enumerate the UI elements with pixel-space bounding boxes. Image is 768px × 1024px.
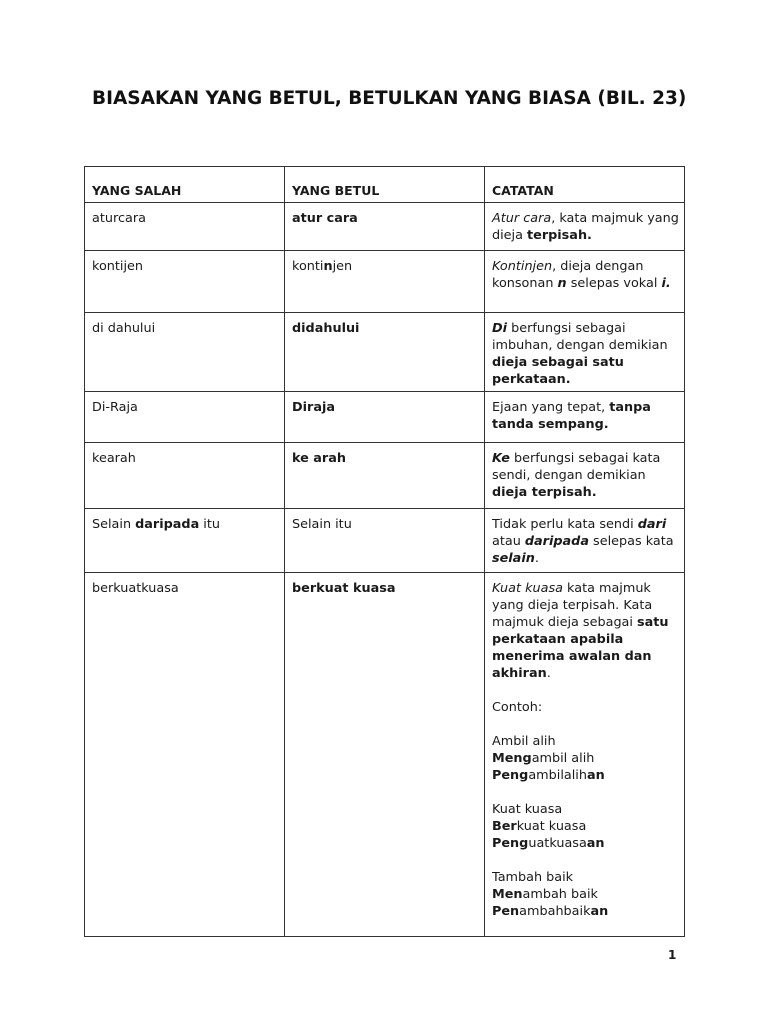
table-row — [85, 443, 685, 509]
text-segment: berkuatkuasa — [92, 581, 179, 596]
example-group — [492, 699, 680, 716]
text-segment: satu perkataan apabila menerima awalan dan akhiran — [492, 615, 669, 681]
page-title: BIASAKAN YANG BETUL, BETULKAN YANG BIASA (BIL. 23) — [92, 88, 687, 109]
table-row — [85, 573, 685, 937]
text-segment: Selain — [92, 517, 136, 532]
text-segment: Contoh: — [492, 700, 543, 715]
page-number: 1 — [668, 948, 677, 962]
text-segment: . — [546, 666, 551, 681]
cell-catatan — [485, 203, 685, 251]
text-segment: Kontinjen — [492, 259, 553, 274]
text-segment: , kata majmuk yang dieja — [492, 211, 679, 243]
example-line — [492, 801, 680, 818]
text-segment: Di-Raja — [92, 400, 138, 415]
text-segment: dieja sebagai satu perkataan. — [492, 355, 624, 387]
text-segment: kuat kuasa — [516, 819, 587, 834]
text-segment: an — [586, 836, 605, 851]
text-segment: kearah — [92, 451, 136, 466]
cell-catatan — [485, 509, 685, 573]
text-segment: Kuat kuasa — [492, 802, 563, 817]
example-line — [492, 750, 680, 767]
example-line — [492, 835, 680, 852]
catatan-text — [492, 258, 680, 292]
table-body — [85, 203, 685, 937]
text-segment: berfungsi sebagai imbuhan, dengan demikian — [492, 321, 668, 353]
catatan-text — [492, 580, 680, 682]
example-line — [492, 869, 680, 886]
text-segment: Atur cara — [492, 211, 552, 226]
text-segment: ambil alih — [531, 751, 595, 766]
table-header-row — [85, 167, 685, 203]
cell-yang-salah — [85, 573, 285, 937]
text-segment: Men — [492, 887, 523, 902]
text-segment: berfungsi sebagai kata sendi, dengan demikian — [492, 451, 661, 483]
cell-catatan — [485, 313, 685, 392]
catatan-text — [492, 399, 680, 433]
example-group — [492, 733, 680, 784]
text-segment: Kuat kuasa — [492, 581, 563, 596]
cell-yang-betul — [285, 509, 485, 573]
table-row — [85, 509, 685, 573]
catatan-text — [492, 450, 680, 501]
example-line — [492, 767, 680, 784]
text-segment: i. — [661, 276, 671, 291]
catatan-text — [492, 516, 680, 567]
text-segment: Pen — [492, 904, 520, 919]
cell-yang-betul — [285, 203, 485, 251]
catatan-text — [492, 320, 680, 388]
text-segment: Ejaan yang tepat, — [492, 400, 610, 415]
cell-yang-betul — [285, 313, 485, 392]
text-segment: ambah baik — [522, 887, 598, 902]
table-row — [85, 251, 685, 313]
text-segment: dari — [637, 517, 667, 532]
text-segment: berkuat kuasa — [292, 581, 396, 596]
text-segment: Ber — [492, 819, 517, 834]
text-segment: daripada — [524, 534, 589, 549]
text-segment: jen — [332, 259, 353, 274]
table-row — [85, 203, 685, 251]
text-segment: daripada — [135, 517, 200, 532]
text-segment: di dahului — [92, 321, 156, 336]
example-line — [492, 886, 680, 903]
text-segment: itu — [199, 517, 220, 532]
header-yang-salah: YANG SALAH — [85, 167, 285, 203]
text-segment: ambahbaik — [519, 904, 591, 919]
text-segment: selepas kata — [588, 534, 674, 549]
example-group — [492, 869, 680, 920]
cell-catatan — [485, 251, 685, 313]
text-segment: tanpa tanda sempang. — [492, 400, 651, 432]
text-segment: dieja terpisah. — [492, 485, 597, 500]
text-segment: didahului — [292, 321, 360, 336]
text-segment: Peng — [492, 768, 529, 783]
cell-yang-betul — [285, 573, 485, 937]
cell-yang-salah — [85, 509, 285, 573]
text-segment: atur cara — [292, 211, 358, 226]
text-segment: atau — [492, 534, 525, 549]
text-segment: n — [323, 259, 333, 274]
text-segment: Selain itu — [292, 517, 352, 532]
text-segment: aturcara — [92, 211, 146, 226]
text-segment: . — [534, 551, 539, 566]
cell-catatan — [485, 392, 685, 443]
example-line — [492, 818, 680, 835]
text-segment: kata majmuk yang dieja terpisah. Kata majmuk dieja sebagai — [492, 581, 653, 630]
example-list — [492, 699, 680, 920]
text-segment: n — [557, 276, 567, 291]
table-row — [85, 313, 685, 392]
text-segment: Tambah baik — [492, 870, 574, 885]
cell-yang-salah — [85, 251, 285, 313]
cell-yang-salah — [85, 392, 285, 443]
cell-yang-salah — [85, 203, 285, 251]
table-row — [85, 392, 685, 443]
text-segment: Di — [492, 321, 508, 336]
text-segment: Peng — [492, 836, 529, 851]
text-segment: Tidak perlu kata sendi — [492, 517, 638, 532]
cell-yang-betul — [285, 443, 485, 509]
correction-table — [84, 166, 685, 937]
header-catatan: CATATAN — [485, 167, 685, 203]
text-segment: Ke — [492, 451, 510, 466]
text-segment: ambilalih — [528, 768, 587, 783]
text-segment: uatkuasa — [528, 836, 587, 851]
catatan-text — [492, 210, 680, 244]
text-segment: ke arah — [292, 451, 346, 466]
text-segment: selepas vokal — [566, 276, 662, 291]
text-segment: an — [590, 904, 609, 919]
example-line — [492, 733, 680, 750]
text-segment: Ambil alih — [492, 734, 556, 749]
text-segment: kontijen — [92, 259, 144, 274]
text-segment: terpisah. — [527, 228, 592, 243]
cell-catatan — [485, 573, 685, 937]
cell-catatan — [485, 443, 685, 509]
text-segment: Meng — [492, 751, 532, 766]
cell-yang-betul — [285, 251, 485, 313]
cell-yang-salah — [85, 443, 285, 509]
example-line — [492, 903, 680, 920]
header-yang-betul: YANG BETUL — [285, 167, 485, 203]
example-line — [492, 699, 680, 716]
text-segment: selain — [492, 551, 535, 566]
cell-yang-betul — [285, 392, 485, 443]
text-segment: Diraja — [292, 400, 335, 415]
cell-yang-salah — [85, 313, 285, 392]
text-segment: an — [586, 768, 605, 783]
text-segment: , dieja dengan konsonan — [492, 259, 644, 291]
text-segment: konti — [292, 259, 324, 274]
example-group — [492, 801, 680, 852]
